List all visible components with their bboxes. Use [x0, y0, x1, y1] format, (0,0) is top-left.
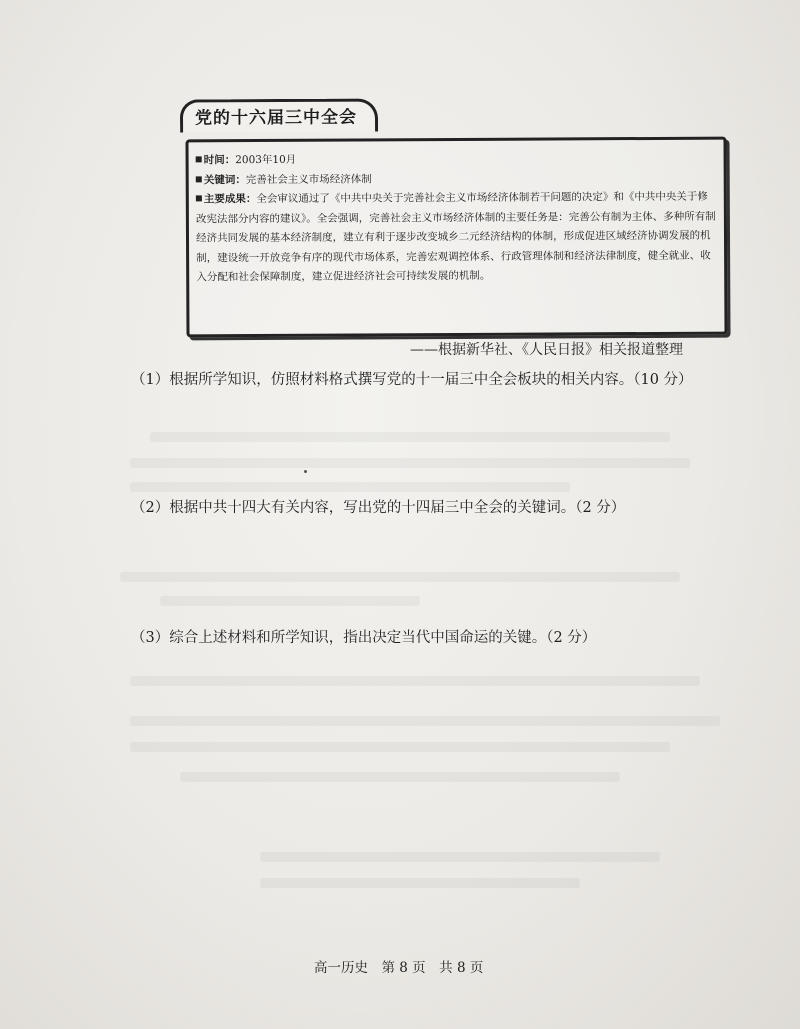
- page-footer: 高一历史 第 8 页 共 8 页: [314, 960, 484, 976]
- bleed-through-line: [160, 596, 420, 606]
- material-title: 党的十六届三中全会: [180, 98, 378, 132]
- square-bullet-icon: [196, 176, 202, 182]
- square-bullet-icon: [196, 195, 202, 201]
- time-label: 时间：: [203, 154, 236, 167]
- result-value: 全会审议通过了《中共中央关于完善社会主义市场经济体制若干问题的决定》和《中共中央关于修改宪法部分内容的建议》。全会强调，完善社会主义市场经济体制的主要任务是：完善公有制为主体、多种所有制经济共同发展的基本经济制度，建立有利于逐步改变城乡二元经济结构的体制，形成促进区域经济协调发展的机制，建设统一开放竞争有序的现代市场体系，完善宏观调控体系、行政管理体制和经济法律制度，健全就业、收入分配和社会保障制度，建立促进经济社会可持续发展的机制。: [195, 190, 716, 284]
- material-body: [196, 149, 717, 288]
- paper-speck: [304, 470, 307, 473]
- bleed-through-line: [260, 878, 580, 888]
- time-value: 2003年10月: [235, 153, 297, 167]
- square-bullet-icon: [196, 156, 202, 162]
- question-1: （1）根据所学知识，仿照材料格式撰写党的十一届三中全会板块的相关内容。（10 分）: [131, 372, 693, 388]
- bleed-through-line: [150, 432, 670, 442]
- result-field: [196, 188, 717, 288]
- bleed-through-line: [130, 458, 690, 468]
- question-3: （3）综合上述材料和所学知识，指出决定当代中国命运的关键。（2 分）: [131, 630, 597, 646]
- keyword-label: 关键词：: [203, 173, 246, 186]
- bleed-through-line: [180, 772, 620, 782]
- keyword-field: [196, 168, 716, 190]
- question-2: （2）根据中共十四大有关内容，写出党的十四届三中全会的关键词。（2 分）: [131, 500, 626, 516]
- bleed-through-line: [120, 572, 680, 582]
- time-field: [196, 149, 716, 171]
- bleed-through-line: [130, 482, 570, 492]
- material-source: ——根据新华社、《人民日报》相关报道整理: [410, 342, 683, 358]
- keyword-value: 完善社会主义市场经济体制: [245, 172, 372, 186]
- bleed-through-line: [130, 716, 720, 726]
- result-label: 主要成果：: [203, 193, 257, 206]
- bleed-through-line: [130, 676, 700, 686]
- bleed-through-line: [260, 852, 660, 862]
- bleed-through-line: [130, 742, 670, 752]
